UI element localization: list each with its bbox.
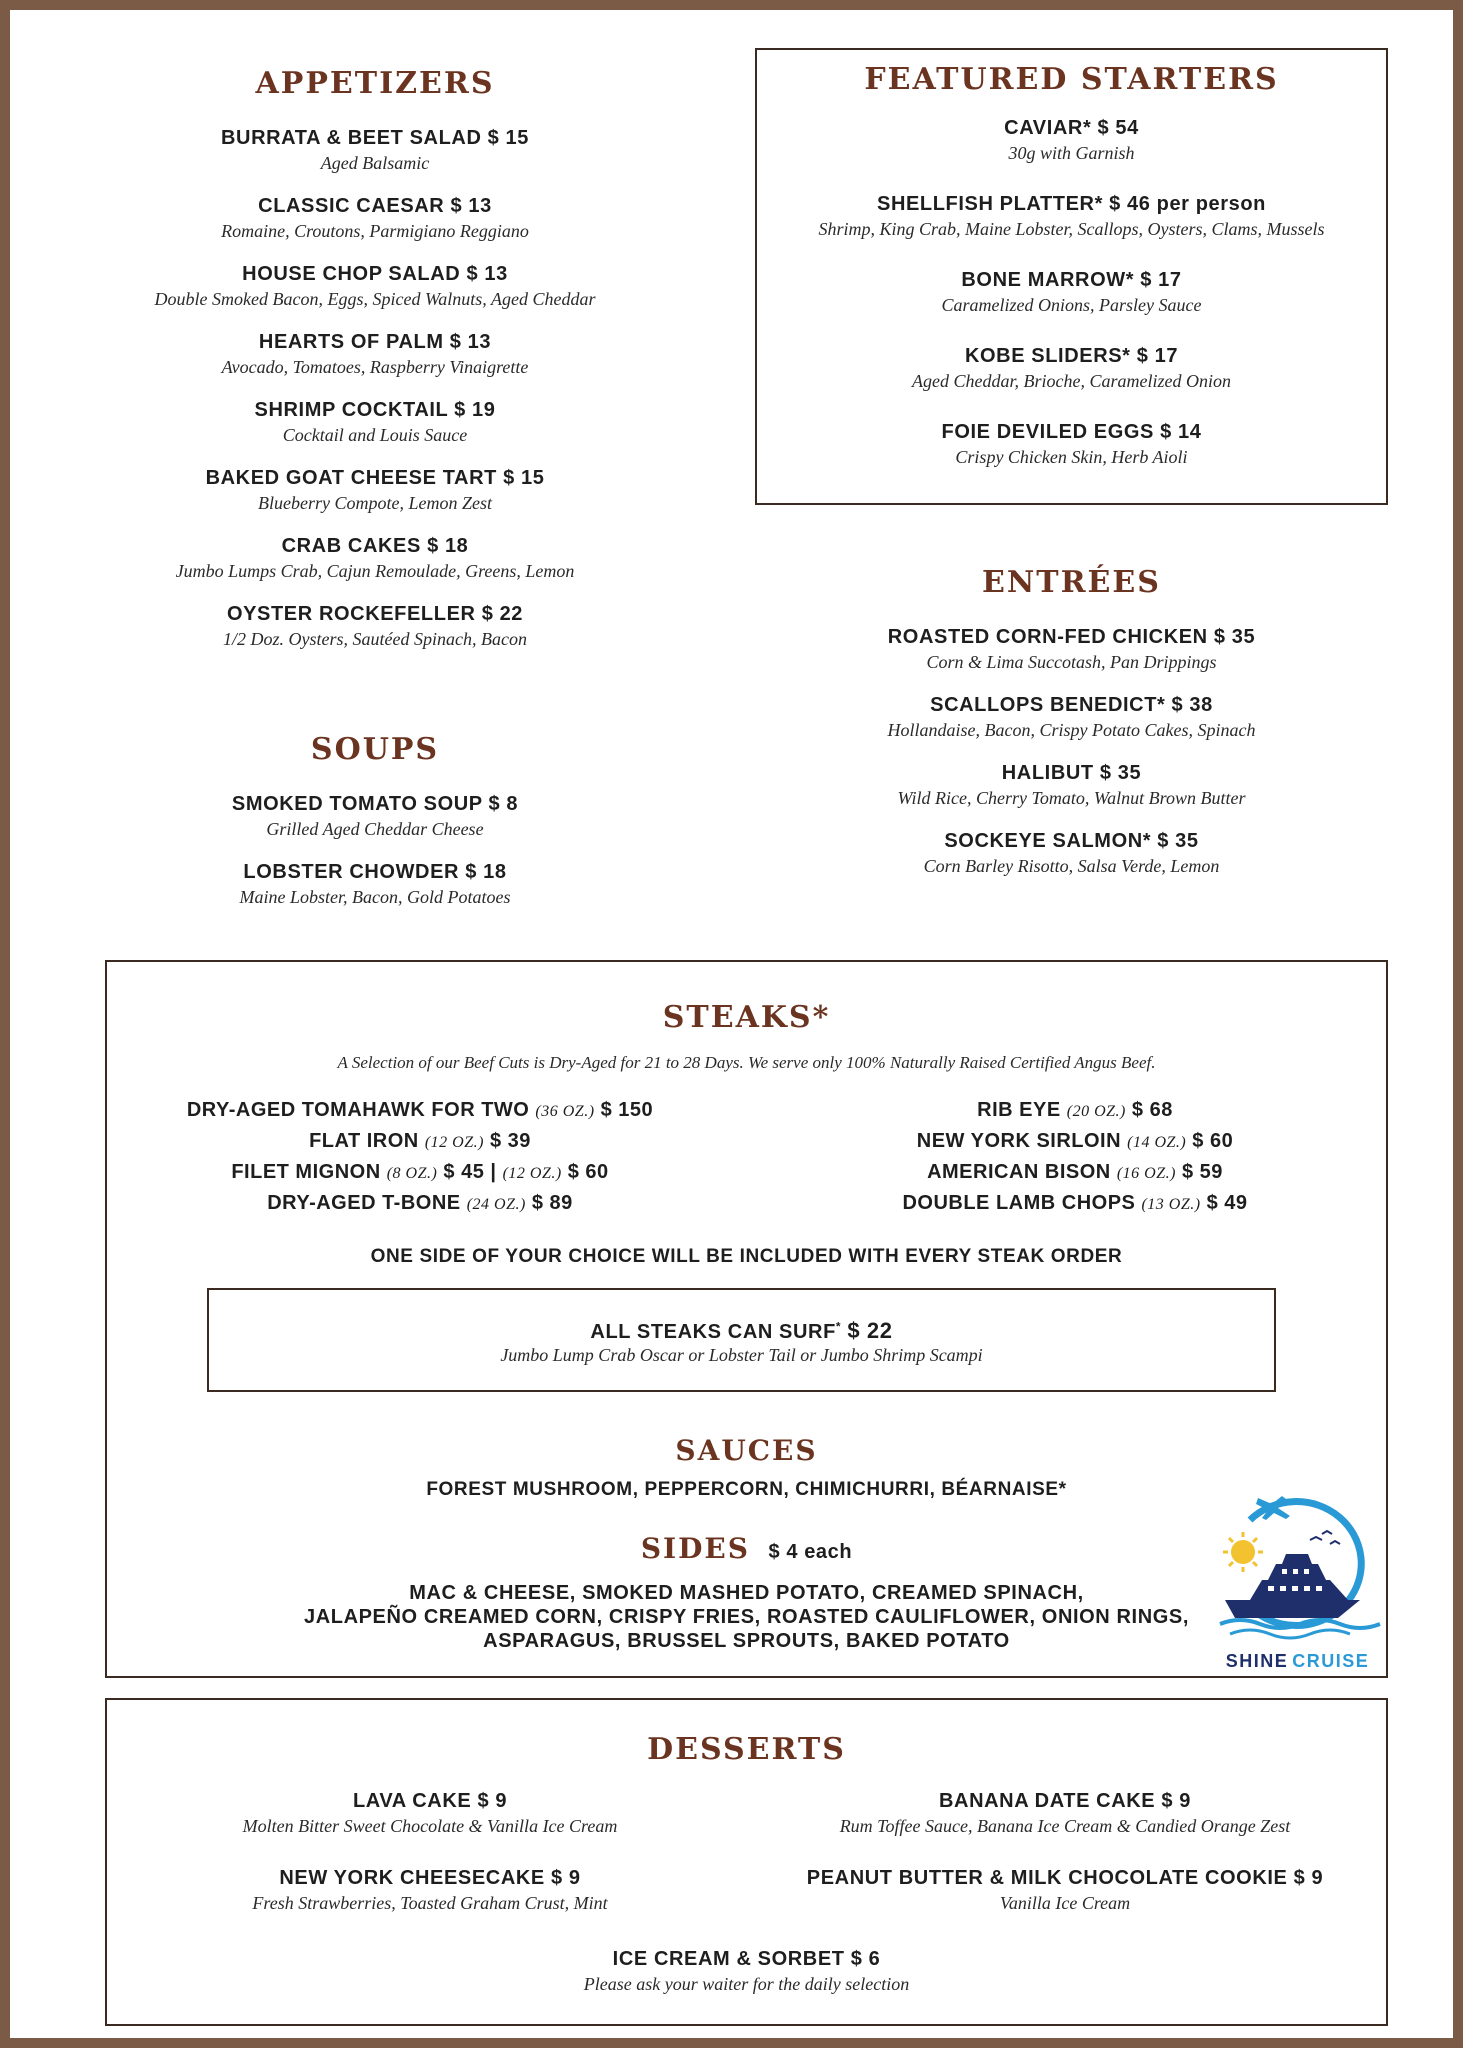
menu-item-desc: Vanilla Ice Cream	[999, 1893, 1131, 1913]
steak-name: DRY-AGED T-BONE	[267, 1192, 461, 1214]
menu-item	[755, 193, 1388, 240]
menu-item	[755, 117, 1388, 164]
menu-item	[70, 535, 680, 582]
steaks-note: A Selection of our Beef Cuts is Dry-Aged for 21 to 28 Days. We serve only 100% Naturally Raised Certified Angus Beef.	[337, 1053, 1156, 1072]
menu-item-desc: 1/2 Doz. Oysters, Sautéed Spinach, Bacon	[223, 629, 527, 649]
menu-item-desc: Aged Cheddar, Brioche, Caramelized Onion	[912, 371, 1231, 391]
steak-name: DRY-AGED TOMAHAWK FOR TWO	[186, 1099, 530, 1121]
menu-item	[70, 263, 680, 310]
featured-heading: FEATURED STARTERS	[864, 62, 1279, 97]
steak-size: (24 OZ.)	[466, 1196, 526, 1213]
menu-item-desc: Caramelized Onions, Parsley Sauce	[941, 295, 1202, 315]
steak-item	[765, 1099, 1385, 1122]
menu-item	[70, 467, 680, 514]
soups-heading: SOUPS	[310, 732, 440, 767]
steak-size-alt: (12 OZ.)	[502, 1165, 562, 1182]
steak-price-alt: $ 60	[567, 1161, 609, 1183]
menu-item-desc: Wild Rice, Cherry Tomato, Walnut Brown Butter	[897, 788, 1246, 808]
menu-item-name: BONE MARROW* $ 17	[961, 269, 1182, 291]
sauces-heading: SAUCES	[675, 1434, 818, 1467]
steak-item	[765, 1192, 1385, 1215]
appetizers-heading: APPETIZERS	[255, 66, 495, 101]
shine-cruise-logo	[1210, 1490, 1385, 1670]
surf-content	[207, 1318, 1276, 1366]
steaks-header	[105, 1000, 1388, 1073]
menu-item-name: HOUSE CHOP SALAD $ 13	[242, 263, 508, 285]
sides-line-2: JALAPEÑO CREAMED CORN, CRISPY FRIES, ROASTED CAULIFLOWER, ONION RINGS,	[303, 1606, 1190, 1628]
menu-item-name: SHELLFISH PLATTER* $ 46 per person	[877, 193, 1266, 215]
menu-item-name: ROASTED CORN-FED CHICKEN $ 35	[887, 626, 1256, 648]
menu-item	[70, 399, 680, 446]
featured-starters-section	[755, 62, 1388, 497]
steak-size: (12 OZ.)	[424, 1134, 484, 1151]
cruise-ship-icon	[1210, 1490, 1385, 1640]
menu-item-name: LOBSTER CHOWDER $ 18	[243, 861, 507, 883]
menu-item-name: CRAB CAKES $ 18	[281, 535, 469, 557]
steak-name: RIB EYE	[977, 1099, 1061, 1121]
menu-item-desc: Avocado, Tomatoes, Raspberry Vinaigrette	[221, 357, 529, 377]
menu-item-name: PEANUT BUTTER & MILK CHOCOLATE COOKIE $ 9	[806, 1867, 1324, 1889]
steak-item	[765, 1130, 1385, 1153]
entrees-section	[755, 565, 1388, 898]
menu-item-name: NEW YORK CHEESECAKE $ 9	[279, 1867, 581, 1889]
desserts-heading: DESSERTS	[647, 1732, 846, 1767]
menu-item-name: HALIBUT $ 35	[1001, 762, 1142, 784]
menu-item-desc: Blueberry Compote, Lemon Zest	[258, 493, 492, 513]
steak-item	[110, 1161, 730, 1184]
menu-item	[755, 345, 1388, 392]
menu-item-desc: Grilled Aged Cheddar Cheese	[266, 819, 484, 839]
steak-item	[110, 1192, 730, 1215]
sides-header	[105, 1532, 1388, 1565]
menu-item-desc: 30g with Garnish	[1008, 143, 1135, 163]
steak-size: (20 OZ.)	[1066, 1103, 1126, 1120]
steak-size: (36 OZ.)	[535, 1103, 595, 1120]
steak-separator: |	[490, 1161, 497, 1183]
steak-name: NEW YORK SIRLOIN	[916, 1130, 1122, 1152]
menu-item	[70, 861, 680, 908]
menu-item	[755, 1790, 1375, 1837]
menu-item-desc: Maine Lobster, Bacon, Gold Potatoes	[239, 887, 511, 907]
menu-item-desc: Corn Barley Risotto, Salsa Verde, Lemon	[923, 856, 1220, 876]
menu-item	[755, 269, 1388, 316]
steak-price: $ 68	[1131, 1099, 1173, 1121]
surf-title	[207, 1318, 1276, 1344]
menu-item	[70, 331, 680, 378]
menu-item-desc: Cocktail and Louis Sauce	[282, 425, 468, 445]
dessert-bottom-item	[105, 1948, 1388, 1995]
sides-heading: SIDES	[640, 1532, 750, 1565]
appetizers-section	[70, 66, 680, 671]
menu-item-name: BAKED GOAT CHEESE TART $ 15	[205, 467, 545, 489]
sauces-section	[105, 1434, 1388, 1501]
dessert-bottom-desc: Please ask your waiter for the daily selection	[583, 1974, 910, 1994]
steak-price: $ 150	[600, 1099, 654, 1121]
menu-item	[755, 694, 1388, 741]
menu-item-name: OYSTER ROCKEFELLER $ 22	[226, 603, 524, 625]
menu-item	[755, 626, 1388, 673]
menu-item	[70, 127, 680, 174]
steak-price: $ 49	[1206, 1192, 1248, 1214]
sauces-list: FOREST MUSHROOM, PEPPERCORN, CHIMICHURRI, BÉARNAISE*	[426, 1479, 1067, 1500]
menu-item	[70, 793, 680, 840]
desserts-left-column	[120, 1790, 740, 1944]
menu-item-name: SCALLOPS BENEDICT* $ 38	[930, 694, 1213, 716]
menu-item-desc: Double Smoked Bacon, Eggs, Spiced Walnuts, Aged Cheddar	[154, 289, 596, 309]
sides-line-3: ASPARAGUS, BRUSSEL SPROUTS, BAKED POTATO	[483, 1630, 1010, 1652]
menu-item-desc: Crispy Chicken Skin, Herb Aioli	[955, 447, 1188, 467]
menu-item-name: SHRIMP COCKTAIL $ 19	[254, 399, 496, 421]
steaks-right-column	[765, 1099, 1385, 1223]
steak-side-note: ONE SIDE OF YOUR CHOICE WILL BE INCLUDED WITH EVERY STEAK ORDER	[370, 1246, 1123, 1267]
steak-price: $ 39	[489, 1130, 531, 1152]
steak-name: AMERICAN BISON	[927, 1161, 1111, 1183]
menu-item-name: CAVIAR* $ 54	[1004, 117, 1139, 139]
menu-item-desc: Molten Bitter Sweet Chocolate & Vanilla Ice Cream	[242, 1816, 618, 1836]
steak-item	[765, 1161, 1385, 1184]
sides-price: $ 4 each	[768, 1541, 853, 1563]
menu-item-name: LAVA CAKE $ 9	[352, 1790, 508, 1812]
steaks-heading: STEAKS*	[662, 1000, 831, 1035]
sides-section	[105, 1532, 1388, 1653]
menu-item	[755, 1867, 1375, 1914]
logo-word-cruise: CRUISE	[1292, 1651, 1370, 1671]
steak-name: FILET MIGNON	[231, 1161, 381, 1183]
menu-item	[120, 1790, 740, 1837]
menu-item-desc: Fresh Strawberries, Toasted Graham Crust, Mint	[252, 1893, 608, 1913]
soups-list	[70, 793, 680, 908]
surf-star: *	[835, 1319, 842, 1334]
menu-page	[10, 10, 1453, 2038]
appetizers-list	[70, 127, 680, 650]
surf-name: ALL STEAKS CAN SURF	[590, 1321, 836, 1343]
steak-size: (16 OZ.)	[1116, 1165, 1176, 1182]
steak-size: (14 OZ.)	[1127, 1134, 1187, 1151]
dessert-bottom-name: ICE CREAM & SORBET $ 6	[612, 1948, 881, 1970]
steak-price: $ 60	[1192, 1130, 1234, 1152]
menu-item	[70, 195, 680, 242]
sides-list	[105, 1581, 1388, 1653]
menu-item-name: KOBE SLIDERS* $ 17	[964, 345, 1179, 367]
menu-item-name: BURRATA & BEET SALAD $ 15	[221, 127, 529, 149]
menu-item	[755, 421, 1388, 468]
entrees-list	[755, 626, 1388, 877]
sides-line-1: MAC & CHEESE, SMOKED MASHED POTATO, CREAMED SPINACH,	[409, 1582, 1084, 1604]
soups-section	[70, 732, 680, 929]
steak-name: DOUBLE LAMB CHOPS	[902, 1192, 1136, 1214]
menu-item-desc: Jumbo Lumps Crab, Cajun Remoulade, Greens, Lemon	[175, 561, 575, 581]
featured-list	[755, 117, 1388, 468]
menu-item	[70, 603, 680, 650]
menu-item-name: CLASSIC CAESAR $ 13	[258, 195, 492, 217]
menu-item-desc: Hollandaise, Bacon, Crispy Potato Cakes, Spinach	[887, 720, 1256, 740]
menu-item-desc: Rum Toffee Sauce, Banana Ice Cream & Candied Orange Zest	[839, 1816, 1291, 1836]
desserts-right-column	[755, 1790, 1375, 1944]
menu-item-name: FOIE DEVILED EGGS $ 14	[941, 421, 1202, 443]
steak-price: $ 89	[531, 1192, 573, 1214]
steaks-left-column	[110, 1099, 730, 1223]
menu-item-name: BANANA DATE CAKE $ 9	[938, 1790, 1192, 1812]
menu-item	[755, 830, 1388, 877]
steak-size: (8 OZ.)	[386, 1165, 438, 1182]
menu-item	[755, 762, 1388, 809]
menu-item-name: SMOKED TOMATO SOUP $ 8	[231, 793, 519, 815]
menu-item	[120, 1867, 740, 1914]
steak-size: (13 OZ.)	[1141, 1196, 1201, 1213]
steak-price: $ 45	[443, 1161, 485, 1183]
menu-item-desc: Shrimp, King Crab, Maine Lobster, Scallops, Oysters, Clams, Mussels	[818, 219, 1325, 239]
desserts-header	[105, 1732, 1388, 1767]
menu-item-desc: Aged Balsamic	[320, 153, 430, 173]
surf-price: $ 22	[847, 1318, 893, 1343]
steak-item	[110, 1130, 730, 1153]
steak-price: $ 59	[1181, 1161, 1223, 1183]
menu-item-name: HEARTS OF PALM $ 13	[258, 331, 492, 353]
menu-item-desc: Romaine, Croutons, Parmigiano Reggiano	[221, 221, 529, 241]
steak-name: FLAT IRON	[309, 1130, 419, 1152]
entrees-heading: ENTRÉES	[982, 565, 1161, 600]
menu-item-name: SOCKEYE SALMON* $ 35	[944, 830, 1199, 852]
logo-word-shine: SHINE	[1225, 1651, 1289, 1671]
surf-desc: Jumbo Lump Crab Oscar or Lobster Tail or Jumbo Shrimp Scampi	[500, 1345, 983, 1365]
logo-wordmark	[1210, 1651, 1385, 1672]
menu-item-desc: Corn & Lima Succotash, Pan Drippings	[926, 652, 1217, 672]
steak-item	[110, 1099, 730, 1122]
